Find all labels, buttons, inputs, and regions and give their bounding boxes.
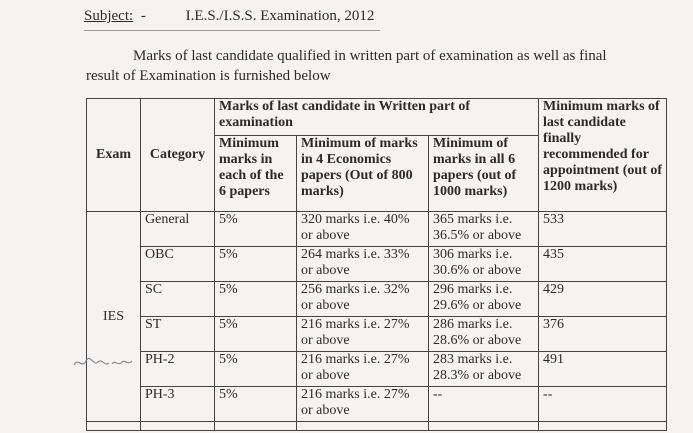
marks-table [86,98,667,431]
header-min-each: Minimum marks in each of the 6 papers [215,136,297,212]
header-final: Minimum marks of last candidate finally recommended for appointment (out of 1200 marks) [539,99,667,212]
min-each-cell: 5% [215,317,297,352]
table-row [87,282,667,317]
subject-line [84,8,374,25]
econ-cell: 320 marks i.e. 40% or above [297,212,429,247]
final-cell: 533 [539,212,667,247]
category-cell: OBC [141,247,215,282]
min-each-cell: 5% [215,387,297,422]
handwritten-scribble-icon [72,353,142,373]
all-cell: 286 marks i.e. 28.6% or above [429,317,539,352]
intro-line-1: Marks of last candidate qualified in written part of examination as well as final [133,48,607,64]
final-cell: 491 [539,352,667,387]
subject-label: Subject: [84,8,134,24]
all-cell: 296 marks i.e. 29.6% or above [429,282,539,317]
econ-cell: 216 marks i.e. 27% or above [297,352,429,387]
econ-cell: 216 marks i.e. 27% or above [297,387,429,422]
table-row [87,212,667,247]
econ-cell: 264 marks i.e. 33% or above [297,247,429,282]
table-row [87,387,667,422]
subject-title: I.E.S./I.S.S. Examination, 2012 [185,8,375,24]
econ-cell: 256 marks i.e. 32% or above [297,282,429,317]
table-row [87,317,667,352]
header-min-all: Minimum of marks in all 6 papers (out of 1000 marks) [429,136,539,212]
header-min-econ: Minimum of marks in 4 Economics papers (Out of 800 marks) [297,136,429,212]
header-category: Category [141,99,215,212]
econ-cell: 216 marks i.e. 27% or above [297,317,429,352]
category-cell: ST [141,317,215,352]
category-cell: PH-2 [141,352,215,387]
table-row [87,352,667,387]
exam-cell: IES [87,212,141,422]
header-exam: Exam [87,99,141,212]
subject-separator: - [140,8,146,24]
all-cell: 365 marks i.e. 36.5% or above [429,212,539,247]
category-cell: SC [141,282,215,317]
min-each-cell: 5% [215,352,297,387]
min-each-cell: 5% [215,282,297,317]
final-cell: 429 [539,282,667,317]
intro-paragraph [86,46,666,86]
all-cell: 306 marks i.e. 30.6% or above [429,247,539,282]
min-each-cell: 5% [215,247,297,282]
final-cell: 376 [539,317,667,352]
subject-underline [84,30,380,31]
table-row [87,247,667,282]
header-written-group: Marks of last candidate in Written part of examination [215,99,539,136]
all-cell: -- [429,387,539,422]
table-row-cut [87,422,667,431]
intro-line-2: result of Examination is furnished below [86,68,331,84]
final-cell: -- [539,387,667,422]
category-cell: General [141,212,215,247]
all-cell: 283 marks i.e. 28.3% or above [429,352,539,387]
min-each-cell: 5% [215,212,297,247]
category-cell: PH-3 [141,387,215,422]
final-cell: 435 [539,247,667,282]
